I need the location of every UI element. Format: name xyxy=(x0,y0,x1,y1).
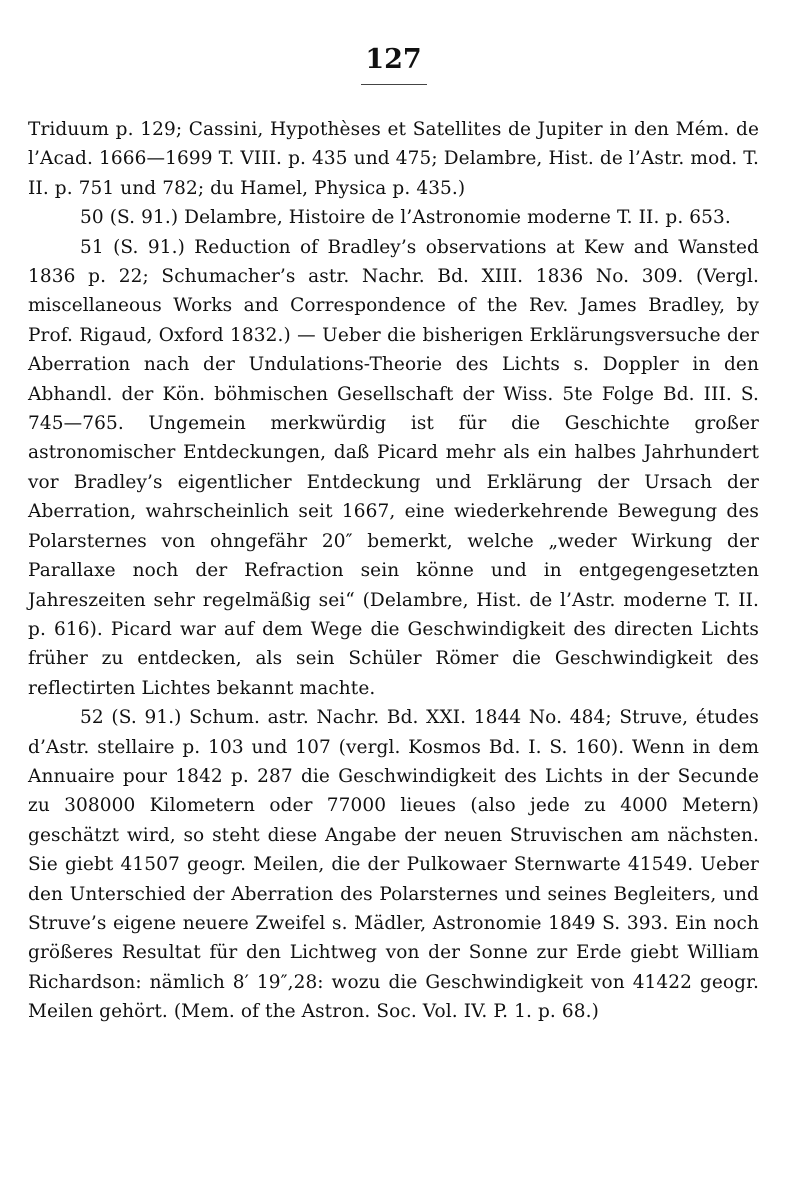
footnote-51: 51 (S. 91.) Reduction of Bradley’s observations at Kew and Wansted 1836 p. 22; Schumacher’s astr. Nachr. Bd. XIII. 1836 No. 309. (Vergl. miscellaneous Works and Correspondence of the Rev. James Bradley, by Prof. Rigaud, Oxford 1832.) — Ueber die bisherigen Erklärungsversuche der Aberration nach der Undulations-Theorie des Lichts s. Doppler in den Abhandl. der Kön. böhmischen Gesellschaft der Wiss. 5te Folge Bd. III. S. 745—765. Ungemein merkwürdig ist für die Geschichte großer astronomischer Entdeckungen, daß Picard mehr als ein halbes Jahrhundert vor Bradley’s eigentlicher Entdeckung und Erklärung der Ursach der Aberration, wahrscheinlich seit 1667, eine wiederkehrende Bewegung des Polarsternes von ohngefähr 20″ bemerkt, welche „weder Wirkung der Parallaxe noch der Refraction sein könne und in entgegengesetzten Jahreszeiten sehr regelmäßig sei“ (Delambre, Hist. de l’Astr. moderne T. II. p. 616). Picard war auf dem Wege die Geschwindigkeit des directen Lichts früher zu entdecken, als sein Schüler Römer die Geschwindigkeit des reflectirten Lichtes bekannt machte. xyxy=(28,236,759,699)
footnote-52: 52 (S. 91.) Schum. astr. Nachr. Bd. XXI. 1844 No. 484; Struve, études d’Astr. stellaire p. 103 und 107 (vergl. Kosmos Bd. I. S. 160). Wenn in dem Annuaire pour 1842 p. 287 die Geschwindigkeit des Lichts in der Secunde zu 308000 Kilometern oder 77000 lieues (also jede zu 4000 Metern) geschätzt wird, so steht diese Angabe der neuen Struvischen am nächsten. Sie giebt 41507 geogr. Meilen, die der Pulkowaer Sternwarte 41549. Ueber den Unterschied der Aberration des Polarsternes und seines Begleiters, und Struve’s eigene neuere Zweifel s. Mädler, Astronomie 1849 S. 393. Ein noch größeres Resultat für den Lichtweg von der Sonne zur Erde giebt William Richardson: nämlich 8′ 19″,28: wozu die Geschwindigkeit von 41422 geogr. Meilen gehört. (Mem. of the Astron. Soc. Vol. IV. P. 1. p. 68.) xyxy=(28,707,759,1023)
footnote-50: 50 (S. 91.) Delambre, Histoire de l’Astronomie moderne T. II. p. 653. xyxy=(80,207,731,229)
footnotes-text xyxy=(28,115,759,1027)
page-number: 127 xyxy=(365,44,422,75)
footnote-continuation: Triduum p. 129; Cassini, Hypothèses et Satellites de Jupiter in den Mém. de l’Acad. 1666—1699 T. VIII. p. 435 und 475; Delambre, Hist. de l’Astr. mod. T. II. p. 751 und 782; du Hamel, Physica p. 435.) xyxy=(28,119,759,199)
header-rule xyxy=(361,84,427,85)
